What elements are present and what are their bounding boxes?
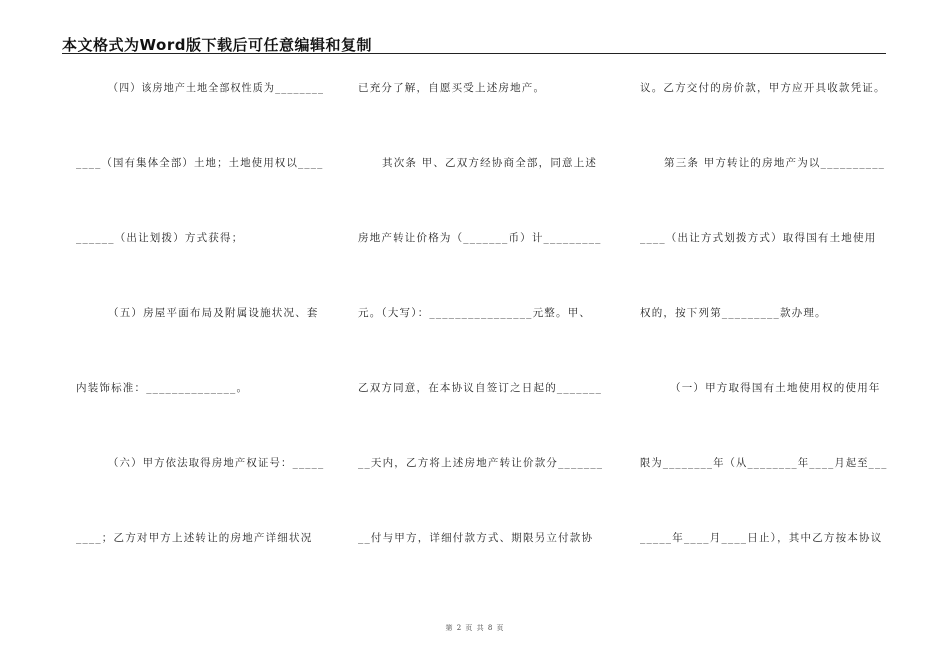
text-line: 权的，按下列第_________款办理。	[640, 307, 827, 319]
text-line: 元。（大写）：________________元整。甲、	[358, 307, 592, 319]
text-line: __付与甲方，详细付款方式、期限另立付款协	[358, 532, 594, 544]
text-line: 其次条 甲、乙双方经协商全部，同意上述	[382, 157, 598, 169]
text-line: 限为________年（从________年____月起至___	[640, 457, 888, 469]
text-line: ____（国有集体全部）土地；土地使用权以____	[76, 157, 324, 169]
text-line: ____（出让方式划拨方式）取得国有土地使用	[640, 232, 877, 244]
text-line: （四）该房地产土地全部权性质为________	[108, 82, 325, 94]
text-line: 已充分了解，自愿买受上述房地产。	[358, 82, 546, 94]
text-line: 议。乙方交付的房价款，甲方应开具收款凭证。	[640, 82, 886, 94]
text-line: 第三条 甲方转让的房地产为以__________	[664, 157, 886, 169]
text-line: __天内，乙方将上述房地产转让价款分_______	[358, 457, 604, 469]
text-line: 内装饰标准：______________。	[76, 382, 249, 394]
text-line: （一）甲方取得国有土地使用权的使用年	[670, 382, 881, 394]
text-line: _____年____月____日止），其中乙方按本协议	[640, 532, 883, 544]
document-header-title: 本文格式为Word版下载后可任意编辑和复制	[62, 36, 372, 54]
text-line: ______（出让划拨）方式获得；	[76, 232, 244, 244]
text-line: （六）甲方依法取得房地产权证号：_____	[108, 457, 325, 469]
text-line: ____；乙方对甲方上述转让的房地产详细状况	[76, 532, 313, 544]
header-rule	[62, 53, 886, 54]
text-line: （五）房屋平面布局及附属设施状况、套	[108, 307, 319, 319]
text-line: 乙双方同意，在本协议自签订之日起的_______	[358, 382, 603, 394]
page-number: 第 2 页 共 8 页	[445, 624, 505, 632]
text-line: 房地产转让价格为（_______币）计_________	[358, 232, 602, 244]
